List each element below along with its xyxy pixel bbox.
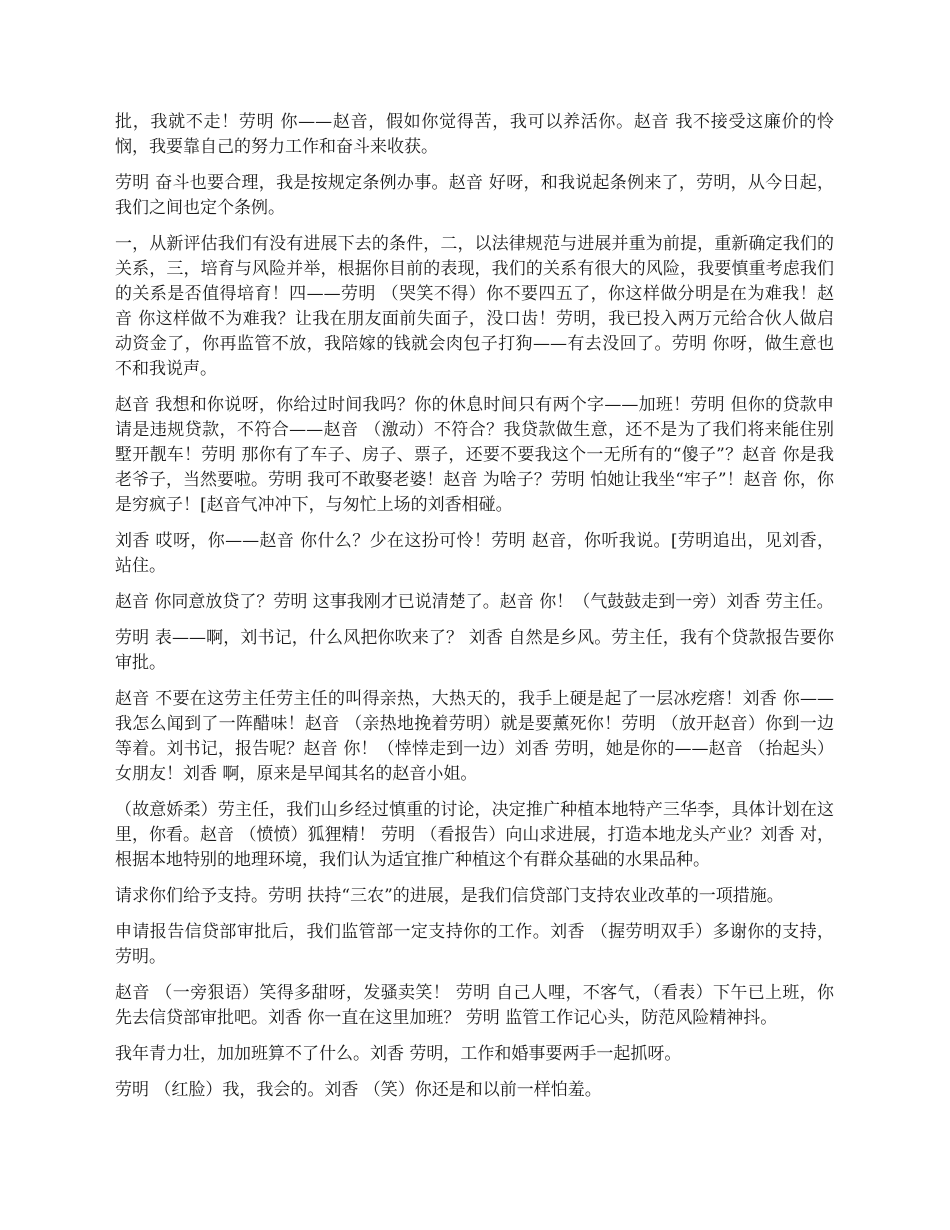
paragraph-2: 劳明 奋斗也要合理，我是按规定条例办事。赵音 好呀，和我说起条例来了，劳明，从今日起，我们之间也定个条例。 [115, 173, 834, 218]
paragraph-8: 赵音 不要在这劳主任劳主任的叫得亲热，大热天的，我手上硬是起了一层冰疙瘩！刘香 你——我怎么闻到了一阵醋味！赵音 （亲热地挽着劳明）就是要薰死你！劳明 （放开赵音）你到一边等着。刘书记，报告呢？赵音 你！（悻悻走到一边）刘香 劳明，她是你的——赵音 （抬起头）女朋友！刘香 啊，原来是早闻其名的赵音小姐。 [115, 689, 834, 784]
paragraph-5: 刘香 哎呀，你——赵音 你什么？少在这扮可怜！劳明 赵音，你听我说。[劳明追出，见刘香，站住。 [115, 531, 834, 576]
paragraph-14: 劳明 （红脸）我，我会的。刘香 （笑）你还是和以前一样怕羞。 [115, 1080, 602, 1100]
paragraph-10: 请求你们给予支持。劳明 扶持“三农”的进展，是我们信贷部门支持农业改革的一项措施。 [115, 886, 784, 906]
paragraph-7: 劳明 表——啊，刘书记，什么风把你吹来了？ 刘香 自然是乡风。劳主任，我有个贷款报告要你审批。 [115, 628, 834, 673]
paragraph-12: 赵音 （一旁狠语）笑得多甜呀，发骚卖笑！ 劳明 自己人哩，不客气，（看表）下午已上班，你先去信贷部审批吧。刘香 你一直在这里加班？ 劳明 监管工作记心头，防范风险精神抖。 [115, 983, 834, 1028]
paragraph-13: 我年青力壮，加加班算不了什么。刘香 劳明，工作和婚事要两手一起抓呀。 [115, 1044, 682, 1064]
paragraph-11: 申请报告信贷部审批后，我们监管部一定支持你的工作。刘香 （握劳明双手）多谢你的支持，劳明。 [115, 922, 834, 967]
paragraph-9: （故意娇柔）劳主任，我们山乡经过慎重的讨论，决定推广种植本地特产三华李，具体计划在这里，你看。赵音 （愤愤）狐狸精！ 劳明 （看报告）向山求进展，打造本地龙头产业？刘香 对，根据本地特别的地理环境，我们认为适宜推广种植这个有群众基础的水果品种。 [115, 800, 834, 870]
paragraph-3: 一，从新评估我们有没有进展下去的条件，二，以法律规范与进展并重为前提，重新确定我们的关系，三，培育与风险并举，根据你目前的表现，我们的关系有很大的风险，我要慎重考虑我们的关系是否值得培育！四——劳明 （哭笑不得）你不要四五了，你这样做分明是在为难我！赵音 你这样做不为难我？让我在朋友面前失面子，没口齿！劳明，我已投入两万元给合伙人做启动资金了，你再监管不放，我陪嫁的钱就会肉包子打狗——有去没回了。劳明 你呀，做生意也不和我说声。 [115, 234, 834, 379]
paragraph-1: 批，我就不走！劳明 你——赵音，假如你觉得苦，我可以养活你。赵音 我不接受这廉价的怜悯，我要靠自己的努力工作和奋斗来收获。 [115, 112, 834, 157]
paragraph-6: 赵音 你同意放贷了？劳明 这事我刚才已说清楚了。赵音 你！（气鼓鼓走到一旁）刘香 劳主任。 [115, 592, 834, 612]
paragraph-4: 赵音 我想和你说呀，你给过时间我吗？你的休息时间只有两个字——加班！劳明 但你的贷款申请是违规贷款，不符合——赵音 （激动）不符合？我贷款做生意，还不是为了我们将来能住别墅开靓车！劳明 那你有了车子、房子、票子，还要不要我这个一无所有的“傻子”？赵音 你是我老爷子，当然要啦。劳明 我可不敢娶老婆！赵音 为啥子？劳明 怕她让我坐“牢子”！赵音 你，你是穷疯子！[赵音气冲冲下，与匆忙上场的刘香相碰。 [115, 395, 834, 515]
